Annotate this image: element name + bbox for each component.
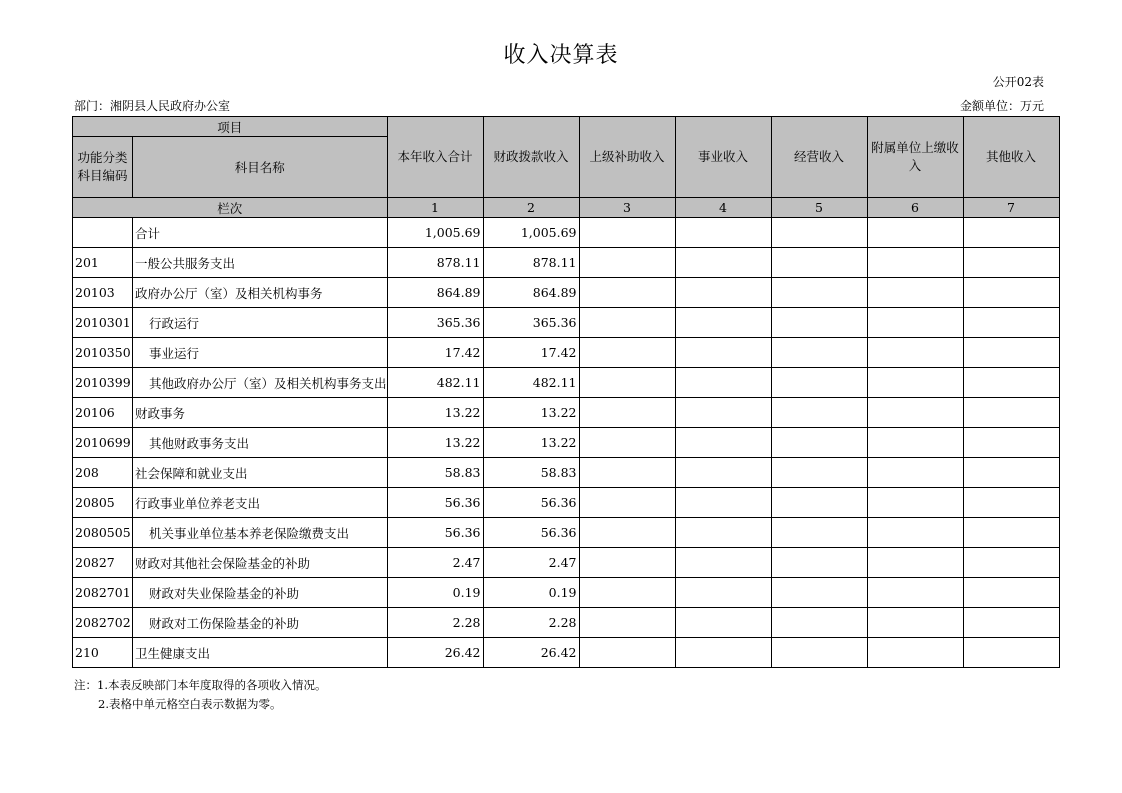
row-value-c5: [771, 608, 867, 638]
row-value-c5: [771, 548, 867, 578]
row-value-c3: [579, 638, 675, 668]
row-value-c5: [771, 428, 867, 458]
row-subject-name: 财政对失业保险基金的补助: [133, 578, 388, 608]
row-value-c7: [963, 308, 1059, 338]
notes: [74, 676, 326, 714]
table-row: [73, 398, 1060, 428]
row-value-total: 13.22: [387, 398, 483, 428]
row-value-c5: [771, 248, 867, 278]
row-value-c7: [963, 548, 1059, 578]
row-value-fiscal: 1,005.69: [483, 218, 579, 248]
row-value-c6: [867, 578, 963, 608]
income-table: [72, 116, 1060, 668]
row-value-c3: [579, 248, 675, 278]
row-value-c5: [771, 578, 867, 608]
header-col-superior: 上级补助收入: [579, 117, 675, 198]
row-value-c4: [675, 338, 771, 368]
row-subject-name: 财政对其他社会保险基金的补助: [133, 548, 388, 578]
row-code: 2082702: [73, 608, 133, 638]
row-value-c4: [675, 278, 771, 308]
row-subject-name: 财政事务: [133, 398, 388, 428]
row-value-c4: [675, 458, 771, 488]
table-row: [73, 218, 1060, 248]
row-value-c3: [579, 338, 675, 368]
row-code: 20805: [73, 488, 133, 518]
row-value-c4: [675, 548, 771, 578]
amount-unit-label: 金额单位：万元: [959, 99, 1044, 113]
row-value-c4: [675, 308, 771, 338]
row-value-fiscal: 13.22: [483, 428, 579, 458]
row-subject-name: 一般公共服务支出: [133, 248, 388, 278]
col-number: 1: [387, 198, 483, 218]
row-value-total: 0.19: [387, 578, 483, 608]
row-value-c3: [579, 428, 675, 458]
row-value-total: 864.89: [387, 278, 483, 308]
header-col-total: 本年收入合计: [387, 117, 483, 198]
row-value-c7: [963, 368, 1059, 398]
row-value-c7: [963, 518, 1059, 548]
row-value-c6: [867, 398, 963, 428]
row-value-c4: [675, 578, 771, 608]
table-row: [73, 608, 1060, 638]
row-value-c7: [963, 578, 1059, 608]
row-value-fiscal: 58.83: [483, 458, 579, 488]
row-value-c7: [963, 278, 1059, 308]
table-row: [73, 308, 1060, 338]
row-value-total: 878.11: [387, 248, 483, 278]
row-code: 2080505: [73, 518, 133, 548]
header-col-index-label: 栏次: [73, 198, 388, 218]
row-code: 201: [73, 248, 133, 278]
row-value-c6: [867, 248, 963, 278]
row-value-c5: [771, 488, 867, 518]
table-row: [73, 638, 1060, 668]
row-value-fiscal: 17.42: [483, 338, 579, 368]
row-value-fiscal: 26.42: [483, 638, 579, 668]
page-title: 收入决算表: [503, 43, 619, 68]
row-value-c6: [867, 608, 963, 638]
row-value-c6: [867, 428, 963, 458]
row-value-c5: [771, 338, 867, 368]
row-value-c3: [579, 398, 675, 428]
row-value-c3: [579, 488, 675, 518]
row-value-total: 17.42: [387, 338, 483, 368]
row-value-c5: [771, 368, 867, 398]
row-value-total: 2.28: [387, 608, 483, 638]
note-2: 2.表格中单元格空白表示数据为零。: [98, 697, 282, 711]
row-value-c6: [867, 638, 963, 668]
table-row: [73, 368, 1060, 398]
row-value-c5: [771, 218, 867, 248]
row-value-c3: [579, 458, 675, 488]
row-value-total: 1,005.69: [387, 218, 483, 248]
row-value-c5: [771, 308, 867, 338]
row-value-fiscal: 56.36: [483, 518, 579, 548]
row-value-total: 56.36: [387, 518, 483, 548]
table-row: [73, 338, 1060, 368]
row-value-fiscal: 482.11: [483, 368, 579, 398]
col-number: 5: [771, 198, 867, 218]
table-row: [73, 518, 1060, 548]
row-value-c7: [963, 458, 1059, 488]
row-value-fiscal: 2.47: [483, 548, 579, 578]
row-value-total: 365.36: [387, 308, 483, 338]
row-value-c4: [675, 518, 771, 548]
col-number: 4: [675, 198, 771, 218]
row-value-c5: [771, 398, 867, 428]
row-code: 2082701: [73, 578, 133, 608]
table-row: [73, 578, 1060, 608]
row-value-c6: [867, 458, 963, 488]
row-subject-name: 财政对工伤保险基金的补助: [133, 608, 388, 638]
row-code: 20106: [73, 398, 133, 428]
row-value-fiscal: 56.36: [483, 488, 579, 518]
row-value-total: 13.22: [387, 428, 483, 458]
table-row: [73, 548, 1060, 578]
row-value-total: 56.36: [387, 488, 483, 518]
row-value-c4: [675, 608, 771, 638]
row-value-total: 482.11: [387, 368, 483, 398]
row-code: [73, 218, 133, 248]
header-col-operating: 经营收入: [771, 117, 867, 198]
row-code: 208: [73, 458, 133, 488]
row-value-total: 58.83: [387, 458, 483, 488]
row-value-total: 26.42: [387, 638, 483, 668]
row-value-c6: [867, 278, 963, 308]
row-subject-name: 合计: [133, 218, 388, 248]
row-subject-name: 行政事业单位养老支出: [133, 488, 388, 518]
row-subject-name: 社会保障和就业支出: [133, 458, 388, 488]
row-value-c7: [963, 218, 1059, 248]
row-subject-name: 其他财政事务支出: [133, 428, 388, 458]
row-code: 2010699: [73, 428, 133, 458]
row-code: 20103: [73, 278, 133, 308]
header-col-other: 其他收入: [963, 117, 1059, 198]
col-number: 3: [579, 198, 675, 218]
row-code: 2010350: [73, 338, 133, 368]
row-value-c5: [771, 278, 867, 308]
row-value-c6: [867, 368, 963, 398]
header-col-business: 事业收入: [675, 117, 771, 198]
row-subject-name: 行政运行: [133, 308, 388, 338]
row-value-c5: [771, 518, 867, 548]
header-col-fiscal: 财政拨款收入: [483, 117, 579, 198]
row-subject-name: 政府办公厅（室）及相关机构事务: [133, 278, 388, 308]
table-row: [73, 428, 1060, 458]
col-number: 6: [867, 198, 963, 218]
row-code: 2010399: [73, 368, 133, 398]
table-row: [73, 488, 1060, 518]
header-col-affiliate: 附属单位上缴收入: [867, 117, 963, 198]
row-subject-name: 其他政府办公厅（室）及相关机构事务支出: [133, 368, 388, 398]
row-subject-name: 事业运行: [133, 338, 388, 368]
row-value-c3: [579, 578, 675, 608]
row-value-c4: [675, 428, 771, 458]
table-row: [73, 458, 1060, 488]
row-value-c6: [867, 518, 963, 548]
row-value-c3: [579, 608, 675, 638]
header-func-code: 功能分类科目编码: [73, 137, 133, 198]
table-row: [73, 248, 1060, 278]
row-value-c4: [675, 368, 771, 398]
row-value-c4: [675, 398, 771, 428]
row-value-c7: [963, 338, 1059, 368]
row-value-c3: [579, 518, 675, 548]
row-value-c3: [579, 368, 675, 398]
row-code: 20827: [73, 548, 133, 578]
row-value-c7: [963, 638, 1059, 668]
row-value-fiscal: 2.28: [483, 608, 579, 638]
table-row: [73, 278, 1060, 308]
row-value-c6: [867, 308, 963, 338]
row-value-c4: [675, 218, 771, 248]
row-value-c3: [579, 548, 675, 578]
row-subject-name: 机关事业单位基本养老保险缴费支出: [133, 518, 388, 548]
row-value-c6: [867, 488, 963, 518]
header-item: 项目: [73, 117, 388, 137]
row-value-c7: [963, 428, 1059, 458]
row-value-fiscal: 13.22: [483, 398, 579, 428]
row-value-c6: [867, 338, 963, 368]
row-value-c3: [579, 308, 675, 338]
col-number: 7: [963, 198, 1059, 218]
row-subject-name: 卫生健康支出: [133, 638, 388, 668]
col-number: 2: [483, 198, 579, 218]
row-value-c7: [963, 488, 1059, 518]
row-value-c6: [867, 218, 963, 248]
row-value-c4: [675, 638, 771, 668]
row-value-c4: [675, 488, 771, 518]
row-value-c6: [867, 548, 963, 578]
row-value-fiscal: 0.19: [483, 578, 579, 608]
row-value-c4: [675, 248, 771, 278]
row-value-total: 2.47: [387, 548, 483, 578]
row-value-c3: [579, 218, 675, 248]
department-label: 部门：湘阴县人民政府办公室: [74, 99, 231, 113]
row-code: 210: [73, 638, 133, 668]
row-value-fiscal: 365.36: [483, 308, 579, 338]
row-value-c5: [771, 638, 867, 668]
note-1: 注：1.本表反映部门本年度取得的各项收入情况。: [74, 678, 327, 692]
row-value-fiscal: 864.89: [483, 278, 579, 308]
row-value-fiscal: 878.11: [483, 248, 579, 278]
row-value-c7: [963, 398, 1059, 428]
header-subject-name: 科目名称: [133, 137, 388, 198]
form-number: 公开02表: [992, 75, 1044, 89]
row-code: 2010301: [73, 308, 133, 338]
row-value-c7: [963, 608, 1059, 638]
row-value-c3: [579, 278, 675, 308]
row-value-c7: [963, 248, 1059, 278]
row-value-c5: [771, 458, 867, 488]
